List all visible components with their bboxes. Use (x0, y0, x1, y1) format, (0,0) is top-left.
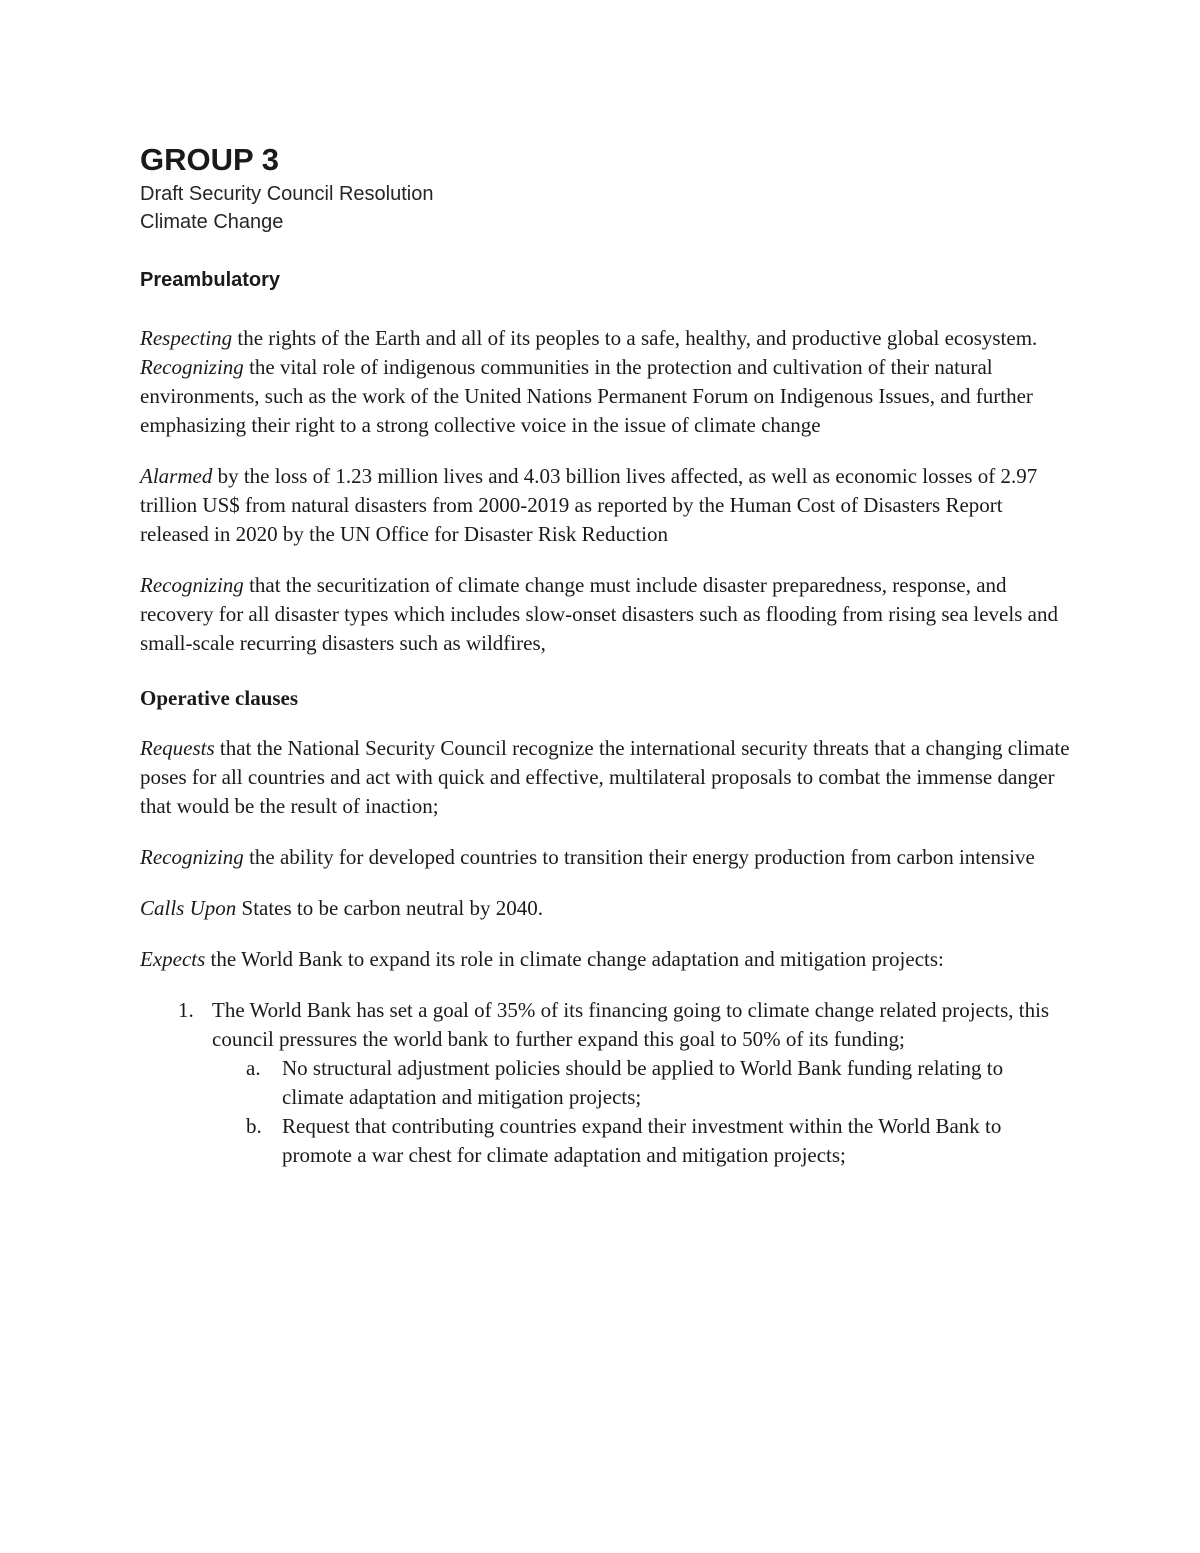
operative-clause-3 (140, 894, 1070, 923)
preambulatory-clause-2 (140, 353, 1070, 440)
sub-list-marker: a. (246, 1056, 261, 1080)
operative-clause-4 (140, 945, 1070, 974)
clause-text: by the loss of 1.23 million lives and 4.03 billion lives affected, as well as economic losses of 2.97 trillion US$ from natural disasters from 2000-2019 as reported by the Human Cost of Disasters Report released in 2020 by the UN Office for Disaster Risk Reduction (140, 464, 1038, 546)
clause-lead: Calls Upon (140, 896, 237, 920)
list-marker: 1. (178, 998, 194, 1022)
clause-text: the vital role of indigenous communities in the protection and cultivation of their natural environments, such as the work of the United Nations Permanent Forum on Indigenous Issues, and further emphasizing their right to a strong collective voice in the issue of climate change (140, 355, 1033, 437)
list-item (140, 996, 1070, 1054)
document-page (140, 140, 1070, 1170)
clause-text: the ability for developed countries to transition their energy production from carbon intensive (243, 845, 1035, 869)
sub-list-item (140, 1112, 1070, 1170)
operative-heading: Operative clauses (140, 686, 299, 710)
sub-list-item-text: Request that contributing countries expand their investment within the World Bank to promote a war chest for climate adaptation and mitigation projects; (282, 1114, 1002, 1167)
clause-text: the World Bank to expand its role in climate change adaptation and mitigation projects: (205, 947, 944, 971)
sub-list-item (140, 1054, 1070, 1112)
operative-clause-2 (140, 843, 1070, 872)
clause-text: States to be carbon neutral by 2040. (236, 896, 544, 920)
preambulatory-clause-4 (140, 571, 1070, 658)
clause-lead: Recognizing (140, 573, 244, 597)
clause-text: the rights of the Earth and all of its peoples to a safe, healthy, and productive global ecosystem. (232, 326, 1038, 350)
numbered-list (140, 996, 1070, 1170)
clause-lead: Respecting (140, 326, 233, 350)
sub-list-marker: b. (246, 1114, 262, 1138)
clause-lead: Recognizing (140, 845, 244, 869)
clause-text: that the National Security Council recognize the international security threats that a changing climate poses for all countries and act with quick and effective, multilateral proposals to combat the immense danger that would be the result of inaction; (140, 736, 1070, 818)
preambulatory-heading: Preambulatory (140, 269, 281, 291)
document-type: Draft Security Council Resolution (140, 183, 434, 205)
clause-text: that the securitization of climate change must include disaster preparedness, response, and recovery for all disaster types which includes slow-onset disasters such as flooding from rising sea levels and small-scale recurring disasters such as wildfires, (140, 573, 1058, 655)
clause-lead: Alarmed (140, 464, 213, 488)
clause-lead: Expects (140, 947, 206, 971)
document-topic: Climate Change (140, 211, 284, 233)
clause-lead: Requests (140, 736, 215, 760)
sub-list-item-text: No structural adjustment policies should be applied to World Bank funding relating to climate adaptation and mitigation projects; (282, 1056, 1004, 1109)
operative-clause-1 (140, 734, 1070, 821)
group-title: GROUP 3 (140, 142, 279, 177)
preambulatory-clause-1 (140, 324, 1070, 353)
preambulatory-clause-3 (140, 462, 1070, 549)
clause-lead: Recognizing (140, 355, 244, 379)
list-item-text: The World Bank has set a goal of 35% of its financing going to climate change related projects, this council pressures the world bank to further expand this goal to 50% of its funding; (212, 998, 1050, 1051)
